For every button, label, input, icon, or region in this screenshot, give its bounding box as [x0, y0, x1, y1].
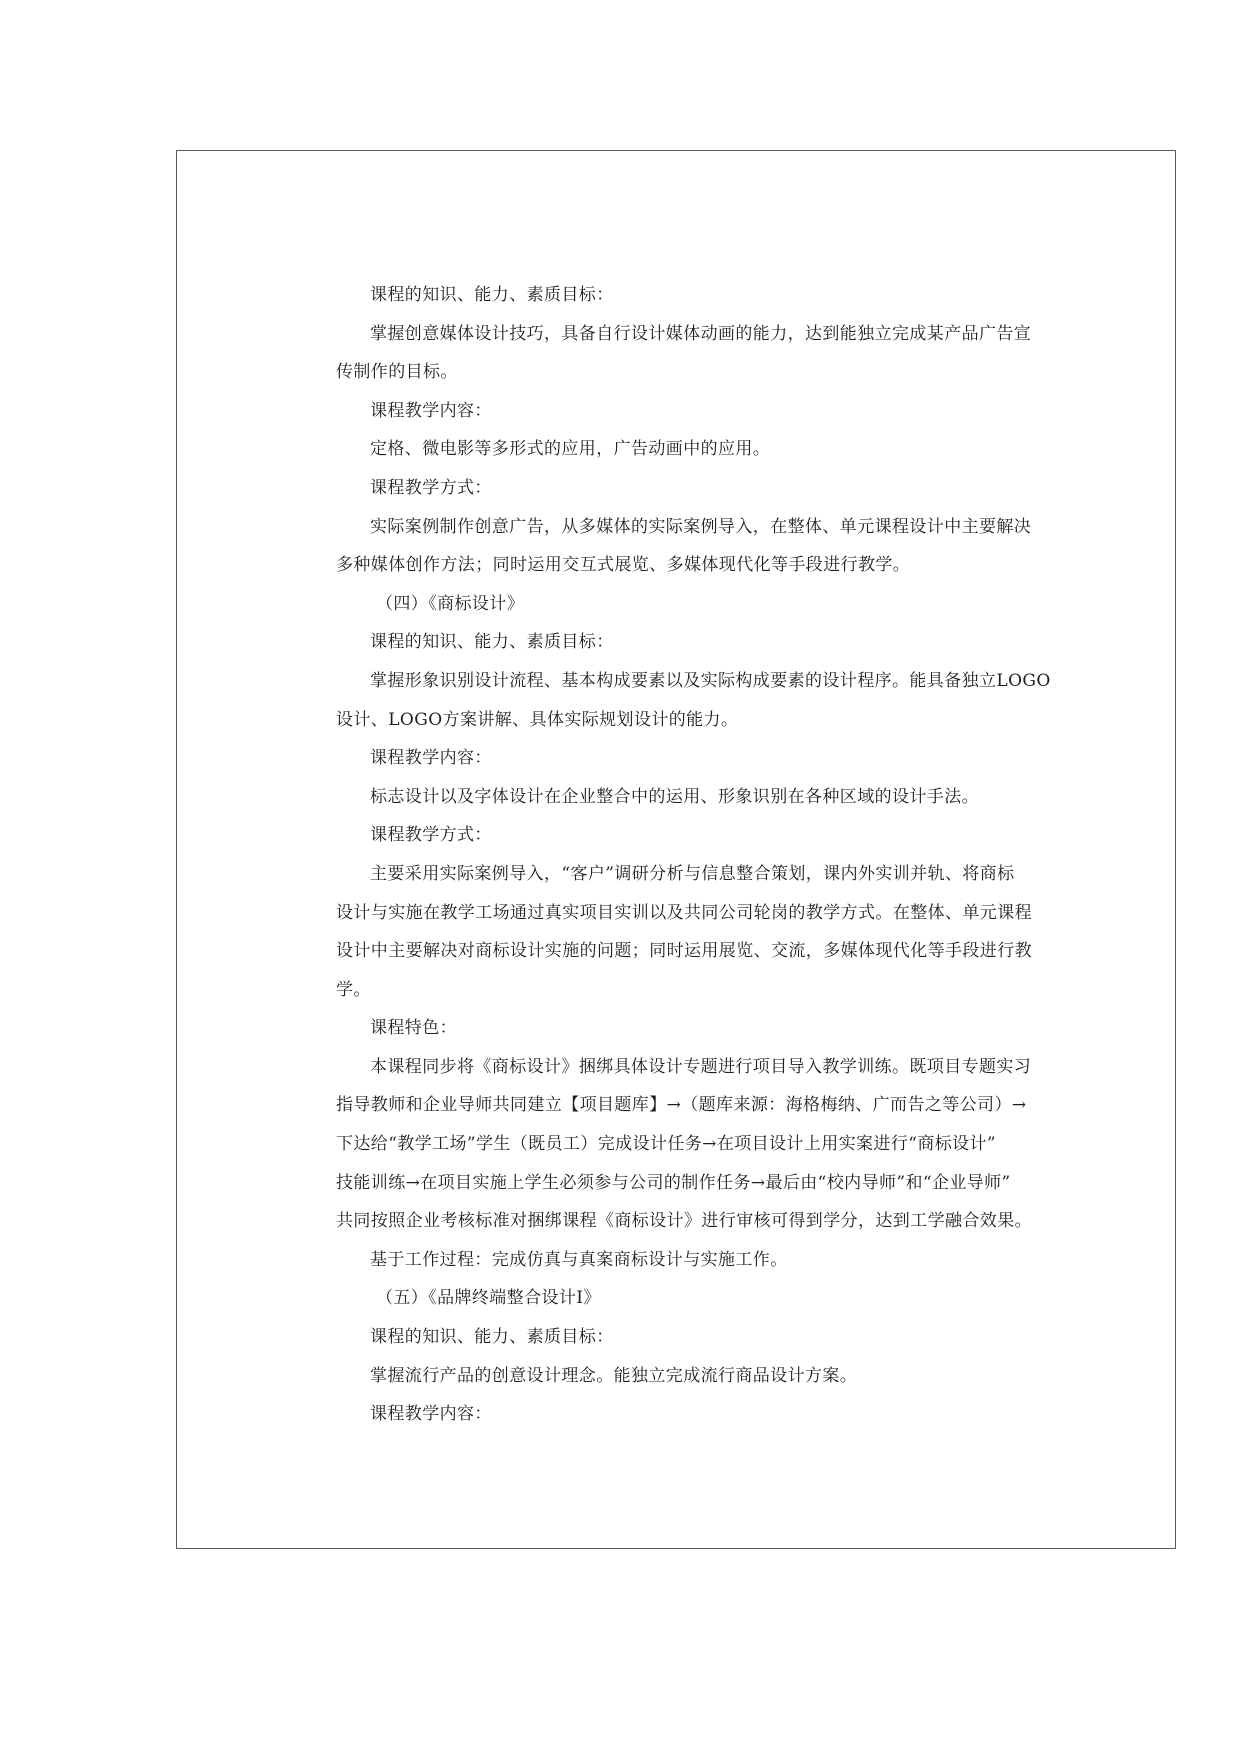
text-line: 课程教学内容：: [370, 1404, 492, 1425]
text-line: 技能训练→在项目实施上学生必须参与公司的制作任务→最后由“校内导师”和“企业导师”: [336, 1172, 1011, 1193]
text-line: 标志设计以及字体设计在企业整合中的运用、形象识别在各种区域的设计手法。: [370, 786, 979, 807]
section-heading: （四）《商标设计》: [376, 593, 525, 614]
text-line: 课程教学方式：: [370, 477, 492, 498]
section-heading: （五）《品牌终端整合设计Ⅰ》: [376, 1288, 601, 1309]
text-line: 课程教学内容：: [370, 748, 492, 769]
text-line: 设计中主要解决对商标设计实施的问题；同时运用展览、交流，多媒体现代化等手段进行教: [336, 941, 1032, 962]
text-line: 学。: [336, 979, 371, 1000]
text-line: 下达给“教学工场”学生（既员工）完成设计任务→在项目设计上用实案进行“商标设计”: [336, 1134, 997, 1155]
text-line: 掌握形象识别设计流程、基本构成要素以及实际构成要素的设计程序。能具备独立LOGO: [370, 670, 1051, 691]
text-line: 本课程同步将《商标设计》捆绑具体设计专题进行项目导入教学训练。既项目专题实习: [370, 1056, 1032, 1077]
text-line: 基于工作过程：完成仿真与真案商标设计与实施工作。: [370, 1249, 788, 1270]
text-line: 课程教学方式：: [370, 825, 492, 846]
document-body: [336, 276, 1051, 1434]
text-line: 课程的知识、能力、素质目标：: [370, 632, 614, 653]
text-line: 课程教学内容：: [370, 400, 492, 421]
text-line: 设计、LOGO方案讲解、具体实际规划设计的能力。: [336, 709, 739, 730]
text-line: 课程的知识、能力、素质目标：: [370, 285, 614, 305]
text-line: 共同按照企业考核标准对捆绑课程《商标设计》进行审核可得到学分，达到工学融合效果。: [336, 1211, 1032, 1232]
text-line: 课程特色：: [370, 1018, 457, 1039]
text-line: 设计与实施在教学工场通过真实项目实训以及共同公司轮岗的教学方式。在整体、单元课程: [336, 902, 1032, 923]
text-line: 指导教师和企业导师共同建立【项目题库】→（题库来源：海格梅纳、广而告之等公司）→: [336, 1095, 1027, 1116]
text-line: 课程的知识、能力、素质目标：: [370, 1327, 614, 1348]
text-line: 定格、微电影等多形式的应用，广告动画中的应用。: [370, 439, 771, 460]
text-line: 实际案例制作创意广告，从多媒体的实际案例导入，在整体、单元课程设计中主要解决: [370, 516, 1032, 537]
text-line: 传制作的目标。: [336, 362, 458, 383]
text-line: 掌握流行产品的创意设计理念。能独立完成流行商品设计方案。: [370, 1365, 858, 1386]
text-line: 掌握创意媒体设计技巧，具备自行设计媒体动画的能力，达到能独立完成某产品广告宣: [370, 323, 1032, 344]
text-line: 主要采用实际案例导入，“客户”调研分析与信息整合策划，课内外实训并轨、将商标: [370, 863, 1015, 884]
text-line: 多种媒体创作方法；同时运用交互式展览、多媒体现代化等手段进行教学。: [336, 555, 911, 576]
